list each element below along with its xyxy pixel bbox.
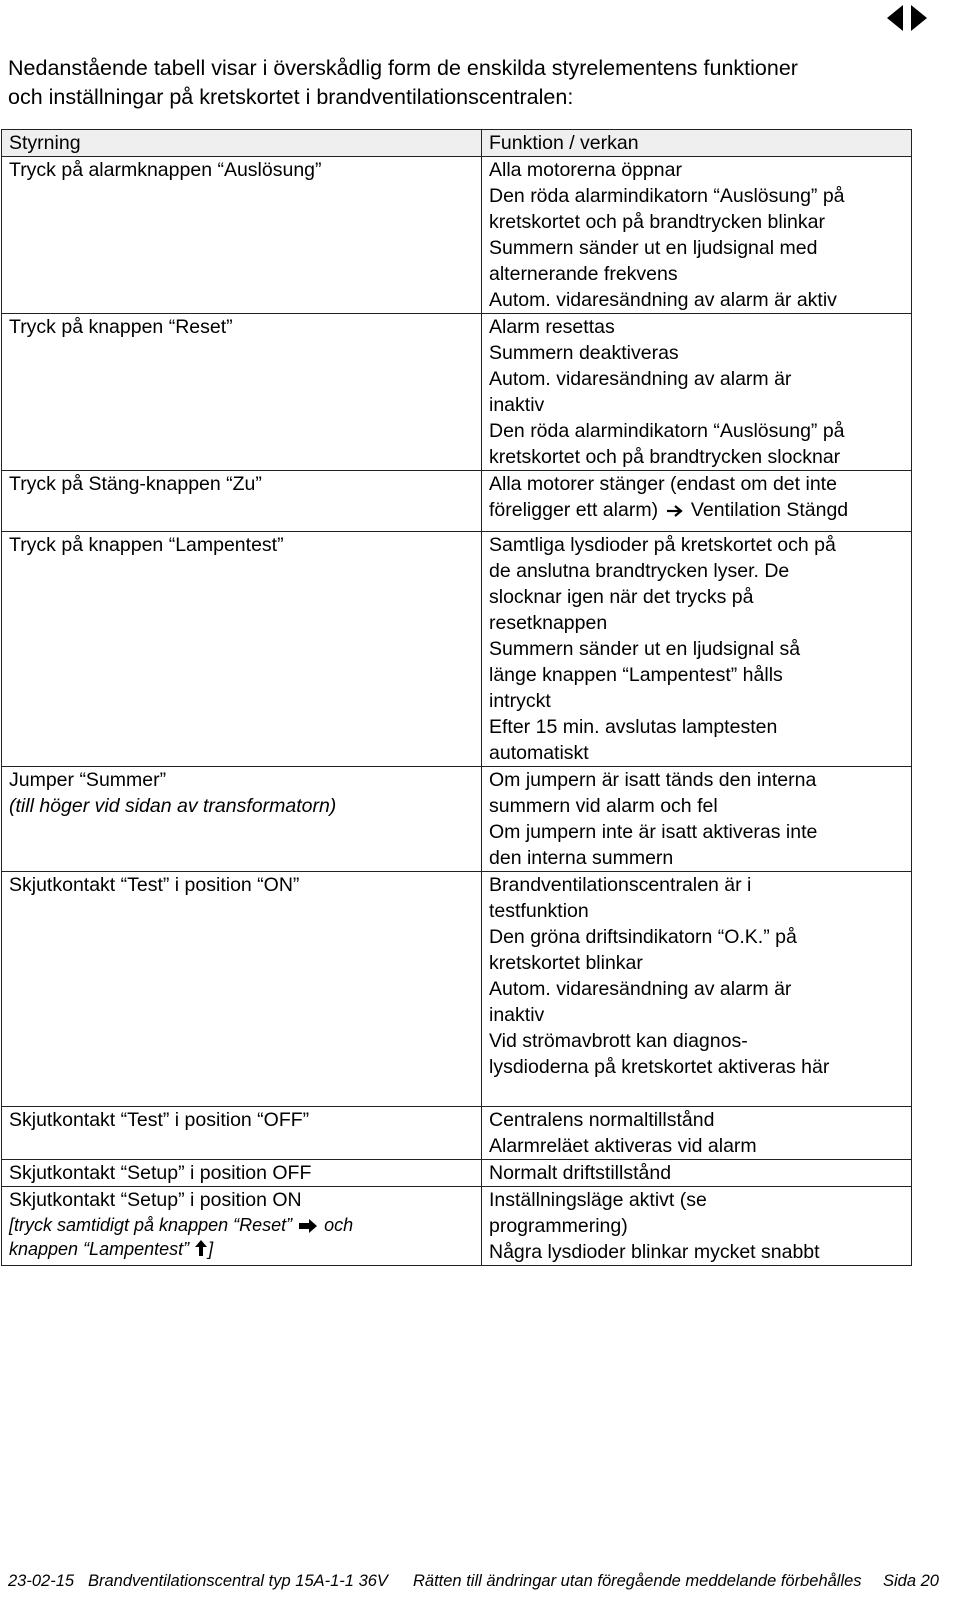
function-line: kretskortet och på brandtrycken blinkar	[489, 211, 825, 233]
page-navigation-arrows-icon[interactable]	[885, 2, 929, 34]
intro-line-1: Nedanstående tabell visar i överskådlig form de enskilda styrelementens funktioner	[8, 56, 798, 80]
function-line: Den röda alarmindikatorn “Auslösung” på	[489, 420, 845, 442]
function-line: kretskortet blinkar	[489, 952, 643, 974]
row-control	[2, 471, 482, 532]
function-line: Alarmreläet aktiveras vid alarm	[489, 1135, 757, 1157]
function-line: summern vid alarm och fel	[489, 795, 718, 817]
control-text: Tryck på knappen “Reset”	[9, 316, 233, 338]
function-line: inaktiv	[489, 394, 545, 416]
row-function	[482, 471, 912, 532]
row-control	[2, 314, 482, 471]
table-row	[2, 314, 912, 471]
function-line: Den röda alarmindikatorn “Auslösung” på	[489, 185, 845, 207]
control-text: Skjutkontakt “Setup” i position OFF	[9, 1162, 312, 1184]
function-line: Alla motorerna öppnar	[489, 159, 682, 181]
control-text: Tryck på alarmknappen “Auslösung”	[9, 159, 322, 181]
footer-page-number: Sida 20	[883, 1572, 939, 1590]
function-line: Autom. vidaresändning av alarm är	[489, 978, 792, 1000]
intro-line-2: och inställningar på kretskortet i brandventilationscentralen:	[8, 85, 574, 109]
function-line: Summern sänder ut en ljudsignal så	[489, 638, 801, 660]
function-line: programmering)	[489, 1215, 628, 1237]
control-text: Skjutkontakt “Setup” i position ON	[9, 1189, 302, 1211]
row-control	[2, 872, 482, 1107]
function-text: Ventilation Stängd	[690, 499, 849, 521]
function-line: lysdioderna på kretskortet aktiveras här	[489, 1056, 830, 1078]
table-header-row	[2, 130, 912, 157]
footer-product: Brandventilationscentral typ 15A-1-1 36V	[88, 1572, 388, 1590]
table-row	[2, 872, 912, 1107]
control-text: Jumper “Summer”	[9, 769, 167, 791]
control-note	[9, 1213, 477, 1237]
row-control	[2, 1187, 482, 1266]
function-line: Samtliga lysdioder på kretskortet och på	[489, 534, 836, 556]
table-row	[2, 1107, 912, 1160]
row-function	[482, 767, 912, 872]
table-row	[2, 1160, 912, 1187]
row-function	[482, 532, 912, 767]
function-line: resetknappen	[489, 612, 608, 634]
function-line: den interna summern	[489, 847, 674, 869]
right-arrow-icon	[664, 504, 686, 518]
function-line: alternerande frekvens	[489, 263, 678, 285]
control-text: Tryck på knappen “Lampentest”	[9, 534, 284, 556]
function-line: Några lysdioder blinkar mycket snabbt	[489, 1241, 820, 1263]
function-line: Summern sänder ut en ljudsignal med	[489, 237, 818, 259]
control-note-text: ]	[208, 1239, 214, 1259]
function-line: Inställningsläge aktivt (se	[489, 1189, 707, 1211]
row-function	[482, 1107, 912, 1160]
function-line: Summern deaktiveras	[489, 342, 679, 364]
function-line: länge knappen “Lampentest” hålls	[489, 664, 783, 686]
row-function	[482, 157, 912, 314]
control-text: Skjutkontakt “Test” i position “ON”	[9, 874, 300, 896]
control-note-text: och	[324, 1215, 354, 1235]
row-function	[482, 1187, 912, 1266]
table-row	[2, 157, 912, 314]
header-styrning: Styrning	[2, 130, 482, 157]
row-control	[2, 1160, 482, 1187]
header-funktion: Funktion / verkan	[482, 130, 912, 157]
control-note: (till höger vid sidan av transformatorn)	[9, 795, 337, 817]
control-text: Skjutkontakt “Test” i position “OFF”	[9, 1109, 310, 1131]
function-line: Den gröna driftsindikatorn “O.K.” på	[489, 926, 797, 948]
function-line: Autom. vidaresändning av alarm är aktiv	[489, 289, 837, 311]
right-arrow-icon	[297, 1219, 319, 1233]
function-line	[489, 497, 907, 523]
row-function	[482, 1160, 912, 1187]
table-row	[2, 1187, 912, 1266]
function-line: intryckt	[489, 690, 551, 712]
intro-text	[8, 54, 938, 112]
footer-notice: Rätten till ändringar utan föregående meddelande förbehålles	[413, 1572, 862, 1590]
function-line: kretskortet och på brandtrycken slocknar	[489, 446, 841, 468]
function-line: Efter 15 min. avslutas lamptesten	[489, 716, 778, 738]
row-control	[2, 157, 482, 314]
row-function	[482, 314, 912, 471]
function-line: Vid strömavbrott kan diagnos-	[489, 1030, 748, 1052]
function-line: Autom. vidaresändning av alarm är	[489, 368, 792, 390]
footer-date: 23-02-15	[8, 1572, 75, 1590]
function-line: Om jumpern inte är isatt aktiveras inte	[489, 821, 818, 843]
function-line: Brandventilationscentralen är i	[489, 874, 752, 896]
function-line: Alarm resettas	[489, 316, 615, 338]
function-line: Om jumpern är isatt tänds den interna	[489, 769, 817, 791]
control-function-table	[1, 129, 912, 1266]
control-note	[9, 1237, 477, 1261]
row-control	[2, 1107, 482, 1160]
function-text: föreligger ett alarm)	[489, 499, 659, 521]
function-line: slocknar igen när det trycks på	[489, 586, 754, 608]
function-line: de anslutna brandtrycken lyser. De	[489, 560, 790, 582]
table-row	[2, 767, 912, 872]
table-row	[2, 532, 912, 767]
control-text: Tryck på Stäng-knappen “Zu”	[9, 473, 262, 495]
function-line: automatiskt	[489, 742, 589, 764]
table-row	[2, 471, 912, 532]
function-line: Alla motorer stänger (endast om det inte	[489, 473, 837, 495]
function-line: Normalt driftstillstånd	[489, 1162, 672, 1184]
function-line: testfunktion	[489, 900, 589, 922]
function-line: Centralens normaltillstånd	[489, 1109, 715, 1131]
row-control	[2, 532, 482, 767]
row-function	[482, 872, 912, 1107]
control-note-text: [tryck samtidigt på knappen “Reset”	[9, 1215, 293, 1235]
row-control	[2, 767, 482, 872]
up-arrow-icon	[194, 1239, 208, 1257]
function-line: inaktiv	[489, 1004, 545, 1026]
control-note-text: knappen “Lampentest”	[9, 1239, 190, 1259]
